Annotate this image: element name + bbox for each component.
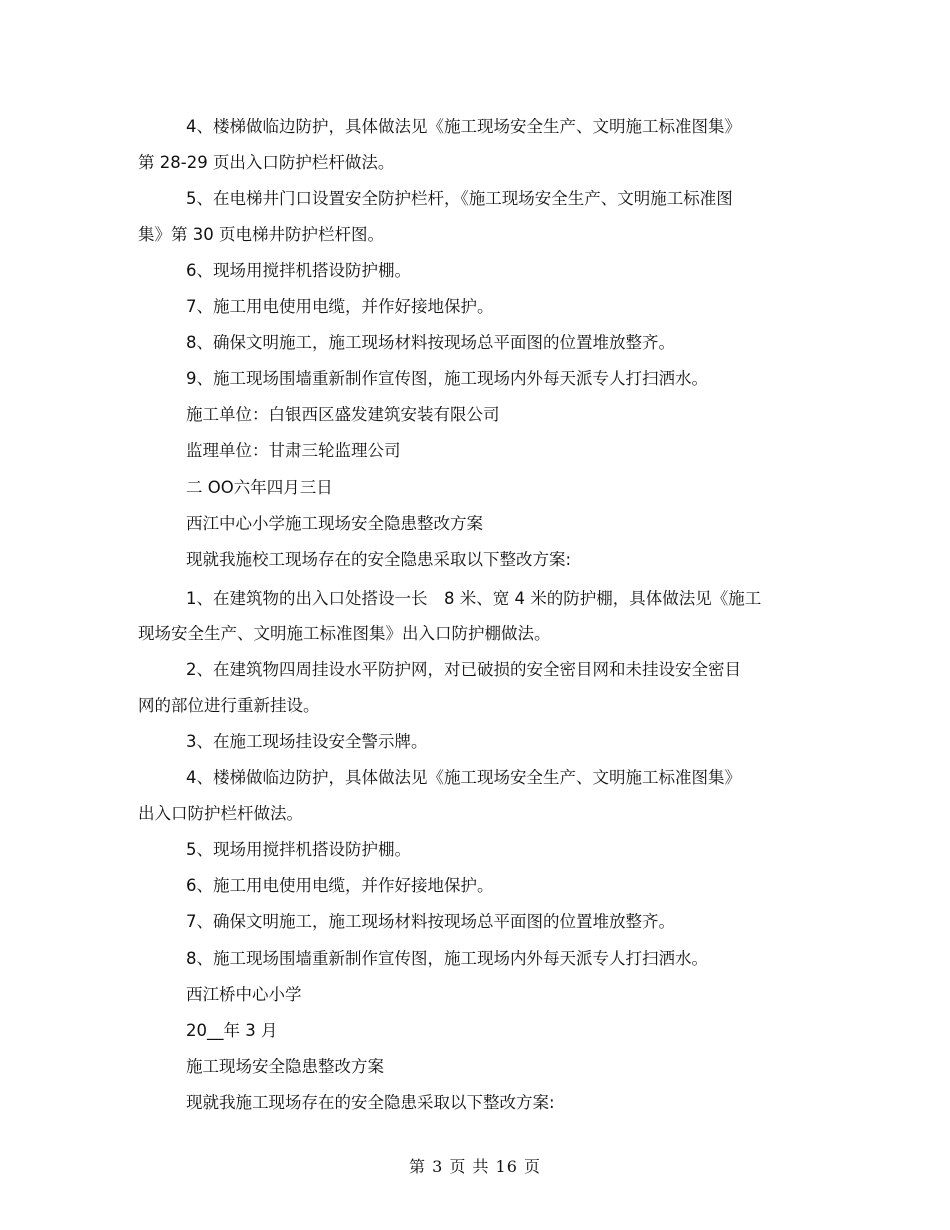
- text-line: 施工现场安全隐患整改方案: [186, 1057, 384, 1076]
- text-line: 西江中心小学施工现场安全隐患整改方案: [186, 514, 483, 533]
- text-line: 7、确保文明施工，施工现场材料按现场总平面图的位置堆放整齐。: [186, 912, 675, 931]
- text-line: 8、施工现场围墙重新制作宣传图，施工现场内外每天派专人打扫洒水。: [186, 949, 708, 968]
- text-line: 现就我施校工现场存在的安全隐患采取以下整改方案:: [186, 550, 572, 569]
- text-line: 8、确保文明施工，施工现场材料按现场总平面图的位置堆放整齐。: [186, 333, 675, 352]
- text-line: 现就我施工现场存在的安全隐患采取以下整改方案:: [186, 1093, 555, 1112]
- text-line: 6、施工用电使用电缆，并作好接地保护。: [186, 876, 494, 895]
- text-line: 网的部位进行重新挂设。: [138, 696, 320, 715]
- text-line: 9、施工现场围墙重新制作宣传图，施工现场内外每天派专人打扫洒水。: [186, 369, 708, 388]
- text-line: 集》第 30 页电梯井防护栏杆图。: [138, 225, 384, 244]
- page-footer: 第 3 页 共 16 页: [409, 1157, 541, 1176]
- text-line: 现场安全生产、文明施工标准图集》出入口防护棚做法。: [138, 624, 551, 643]
- text-line: 7、施工用电使用电缆，并作好接地保护。: [186, 297, 494, 316]
- text-line: 1、在建筑物的出入口处搭设一长 8 米、宽 4 米的防护棚，具体做法见《施工: [186, 589, 762, 608]
- text-line: 2、在建筑物四周挂设水平防护网，对已破损的安全密目网和未挂设安全密目: [186, 660, 741, 679]
- text-line: 20__年 3 月: [186, 1021, 278, 1040]
- text-line: 施工单位：白银西区盛发建筑安装有限公司: [186, 405, 500, 424]
- text-line: 第 28-29 页出入口防护栏杆做法。: [138, 153, 395, 172]
- text-line: 西江桥中心小学: [186, 985, 302, 1004]
- text-line: 二 OO六年四月三日: [186, 478, 333, 497]
- text-line: 4、楼梯做临边防护，具体做法见《施工现场安全生产、文明施工标准图集》: [186, 117, 741, 136]
- text-line: 出入口防护栏杆做法。: [138, 804, 303, 823]
- text-line: 监理单位：甘肃三轮监理公司: [186, 441, 401, 460]
- text-line: 3、在施工现场挂设安全警示牌。: [186, 732, 428, 751]
- text-line: 5、现场用搅拌机搭设防护棚。: [186, 840, 411, 859]
- text-line: 5、在电梯井门口设置安全防护栏杆，《施工现场安全生产、文明施工标准图: [186, 189, 733, 208]
- text-line: 4、楼梯做临边防护，具体做法见《施工现场安全生产、文明施工标准图集》: [186, 768, 741, 787]
- text-line: 6、现场用搅拌机搭设防护棚。: [186, 261, 411, 280]
